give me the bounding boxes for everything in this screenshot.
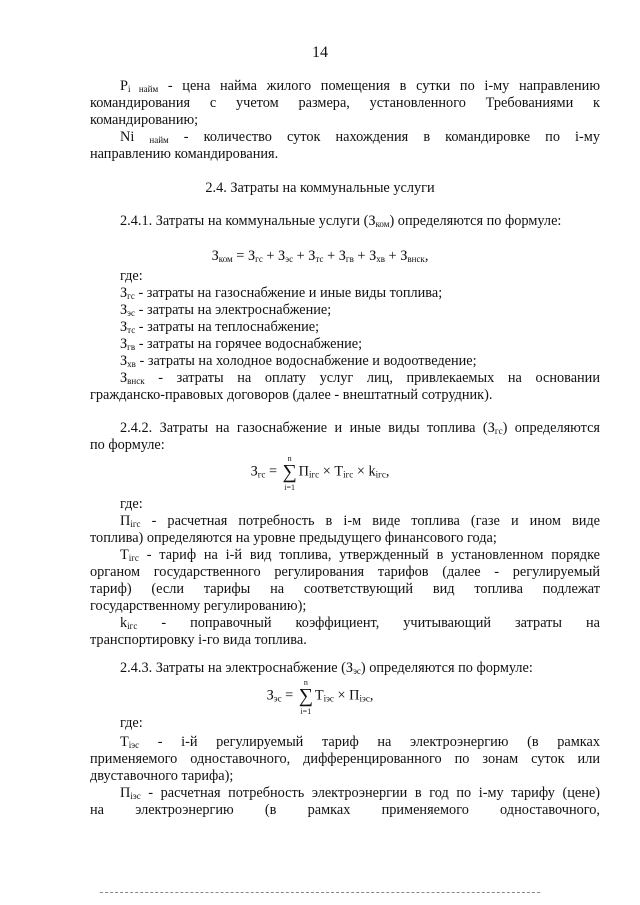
- formula-gs: $З_{гс}$ = n ∑ i=1 $П_{iгс} \times Т_{iгс} \times k_{iгс}$,: [250, 454, 390, 492]
- formula-kom: $З_{ком} = З_{гс} + З_{эс} + З_{тс} + З_{гв} + З_{хв} + З_{внск}$,: [211, 248, 429, 264]
- s242-t-4: государственному регулированию);: [90, 598, 307, 614]
- s241-def-vnsk-1: $З_{внск}$ - затраты на оплату услуг лиц, привлекаемых на основании: [120, 370, 600, 386]
- s241-gde: где:: [120, 268, 143, 284]
- s243-t-2: применяемого одноставочного, дифференцированного по зонам суток или: [90, 751, 600, 767]
- s242-t-3: тариф) (если тарифы на соответствующий вид топлива подлежат: [90, 581, 600, 597]
- section-heading: 2.4. Затраты на коммунальные услуги: [205, 180, 435, 196]
- s241-def-gs: $З_{гс}$ - затраты на газоснабжение и иные виды топлива;: [120, 285, 443, 301]
- s242-gde: где:: [120, 496, 143, 512]
- n-naim-line-1: Ni $_{найм}$ - количество суток нахождения в командировке по i-му: [120, 129, 600, 145]
- s243-gde: где:: [120, 715, 143, 731]
- s243-p-1: $П_{iэс}$ - расчетная потребность электроэнергии в год по i-му тарифу (цене): [120, 785, 600, 801]
- formula-es: $З_{эс}$ = n ∑ i=1 $Т_{iэс} \times П_{iэс}$,: [266, 678, 374, 716]
- s241-def-vnsk-2: гражданско-правовых договоров (далее - внештатный сотрудник).: [90, 387, 493, 403]
- page-number: 14: [312, 44, 328, 61]
- page-bottom-artifact: [100, 892, 540, 895]
- s243-line-1: 2.4.3. Затраты на электроснабжение $(З_{эс})$ определяются по формуле:: [120, 660, 533, 676]
- s242-p-2: топлива) определяются на уровне предыдущего финансового года;: [90, 530, 497, 546]
- s241-def-es: $З_{эс}$ - затраты на электроснабжение;: [120, 302, 332, 318]
- s241-def-hv: $З_{хв}$ - затраты на холодное водоснабжение и водоотведение;: [120, 353, 477, 369]
- p-naim-line-1: $P_{i найм}$ - цена найма жилого помещения в сутки по i-му направлению: [120, 78, 601, 94]
- s242-line-1: 2.4.2. Затраты на газоснабжение и иные виды топлива $(З_{гс})$ определяются: [120, 420, 601, 436]
- s242-k-1: $k_{iгс}$ - поправочный коэффициент, учитывающий затраты на: [120, 615, 601, 631]
- p-naim-line-3: командированию;: [90, 112, 199, 128]
- s242-line-2: по формуле:: [90, 437, 165, 453]
- s243-p-2: на электроэнергию (в рамках применяемого одноставочного,: [90, 802, 600, 818]
- s241-def-gv: $З_{гв}$ - затраты на горячее водоснабжение;: [120, 336, 363, 352]
- s242-k-2: транспортировку i-го вида топлива.: [90, 632, 307, 648]
- s241-intro: 2.4.1. Затраты на коммунальные услуги $(З_{ком})$ определяются по формуле:: [120, 213, 562, 229]
- s241-def-ts: $З_{тс}$ - затраты на теплоснабжение;: [120, 319, 320, 335]
- s243-t-3: двуставочного тарифа);: [90, 768, 234, 784]
- s243-t-1: $Т_{iэс} - i-й$ регулируемый тариф на электроэнергию (в рамках: [120, 734, 600, 750]
- sum-sign: n ∑ i=1: [298, 678, 313, 716]
- s242-p-1: $П_{iгс}$ - расчетная потребность в i-м виде топлива (газе и ином виде: [120, 513, 601, 529]
- n-naim-line-2: направлению командирования.: [90, 146, 279, 162]
- sum-sign: n ∑ i=1: [282, 454, 297, 492]
- p-naim-line-2: командирования с учетом размера, установленного Требованиями к: [90, 95, 600, 111]
- s242-t-1: $Т_{iгс}$ - тариф на i-й вид топлива, утвержденный в установленном порядке: [120, 547, 601, 563]
- s242-t-2: органом государственного регулирования тарифов (далее - регулируемый: [90, 564, 600, 580]
